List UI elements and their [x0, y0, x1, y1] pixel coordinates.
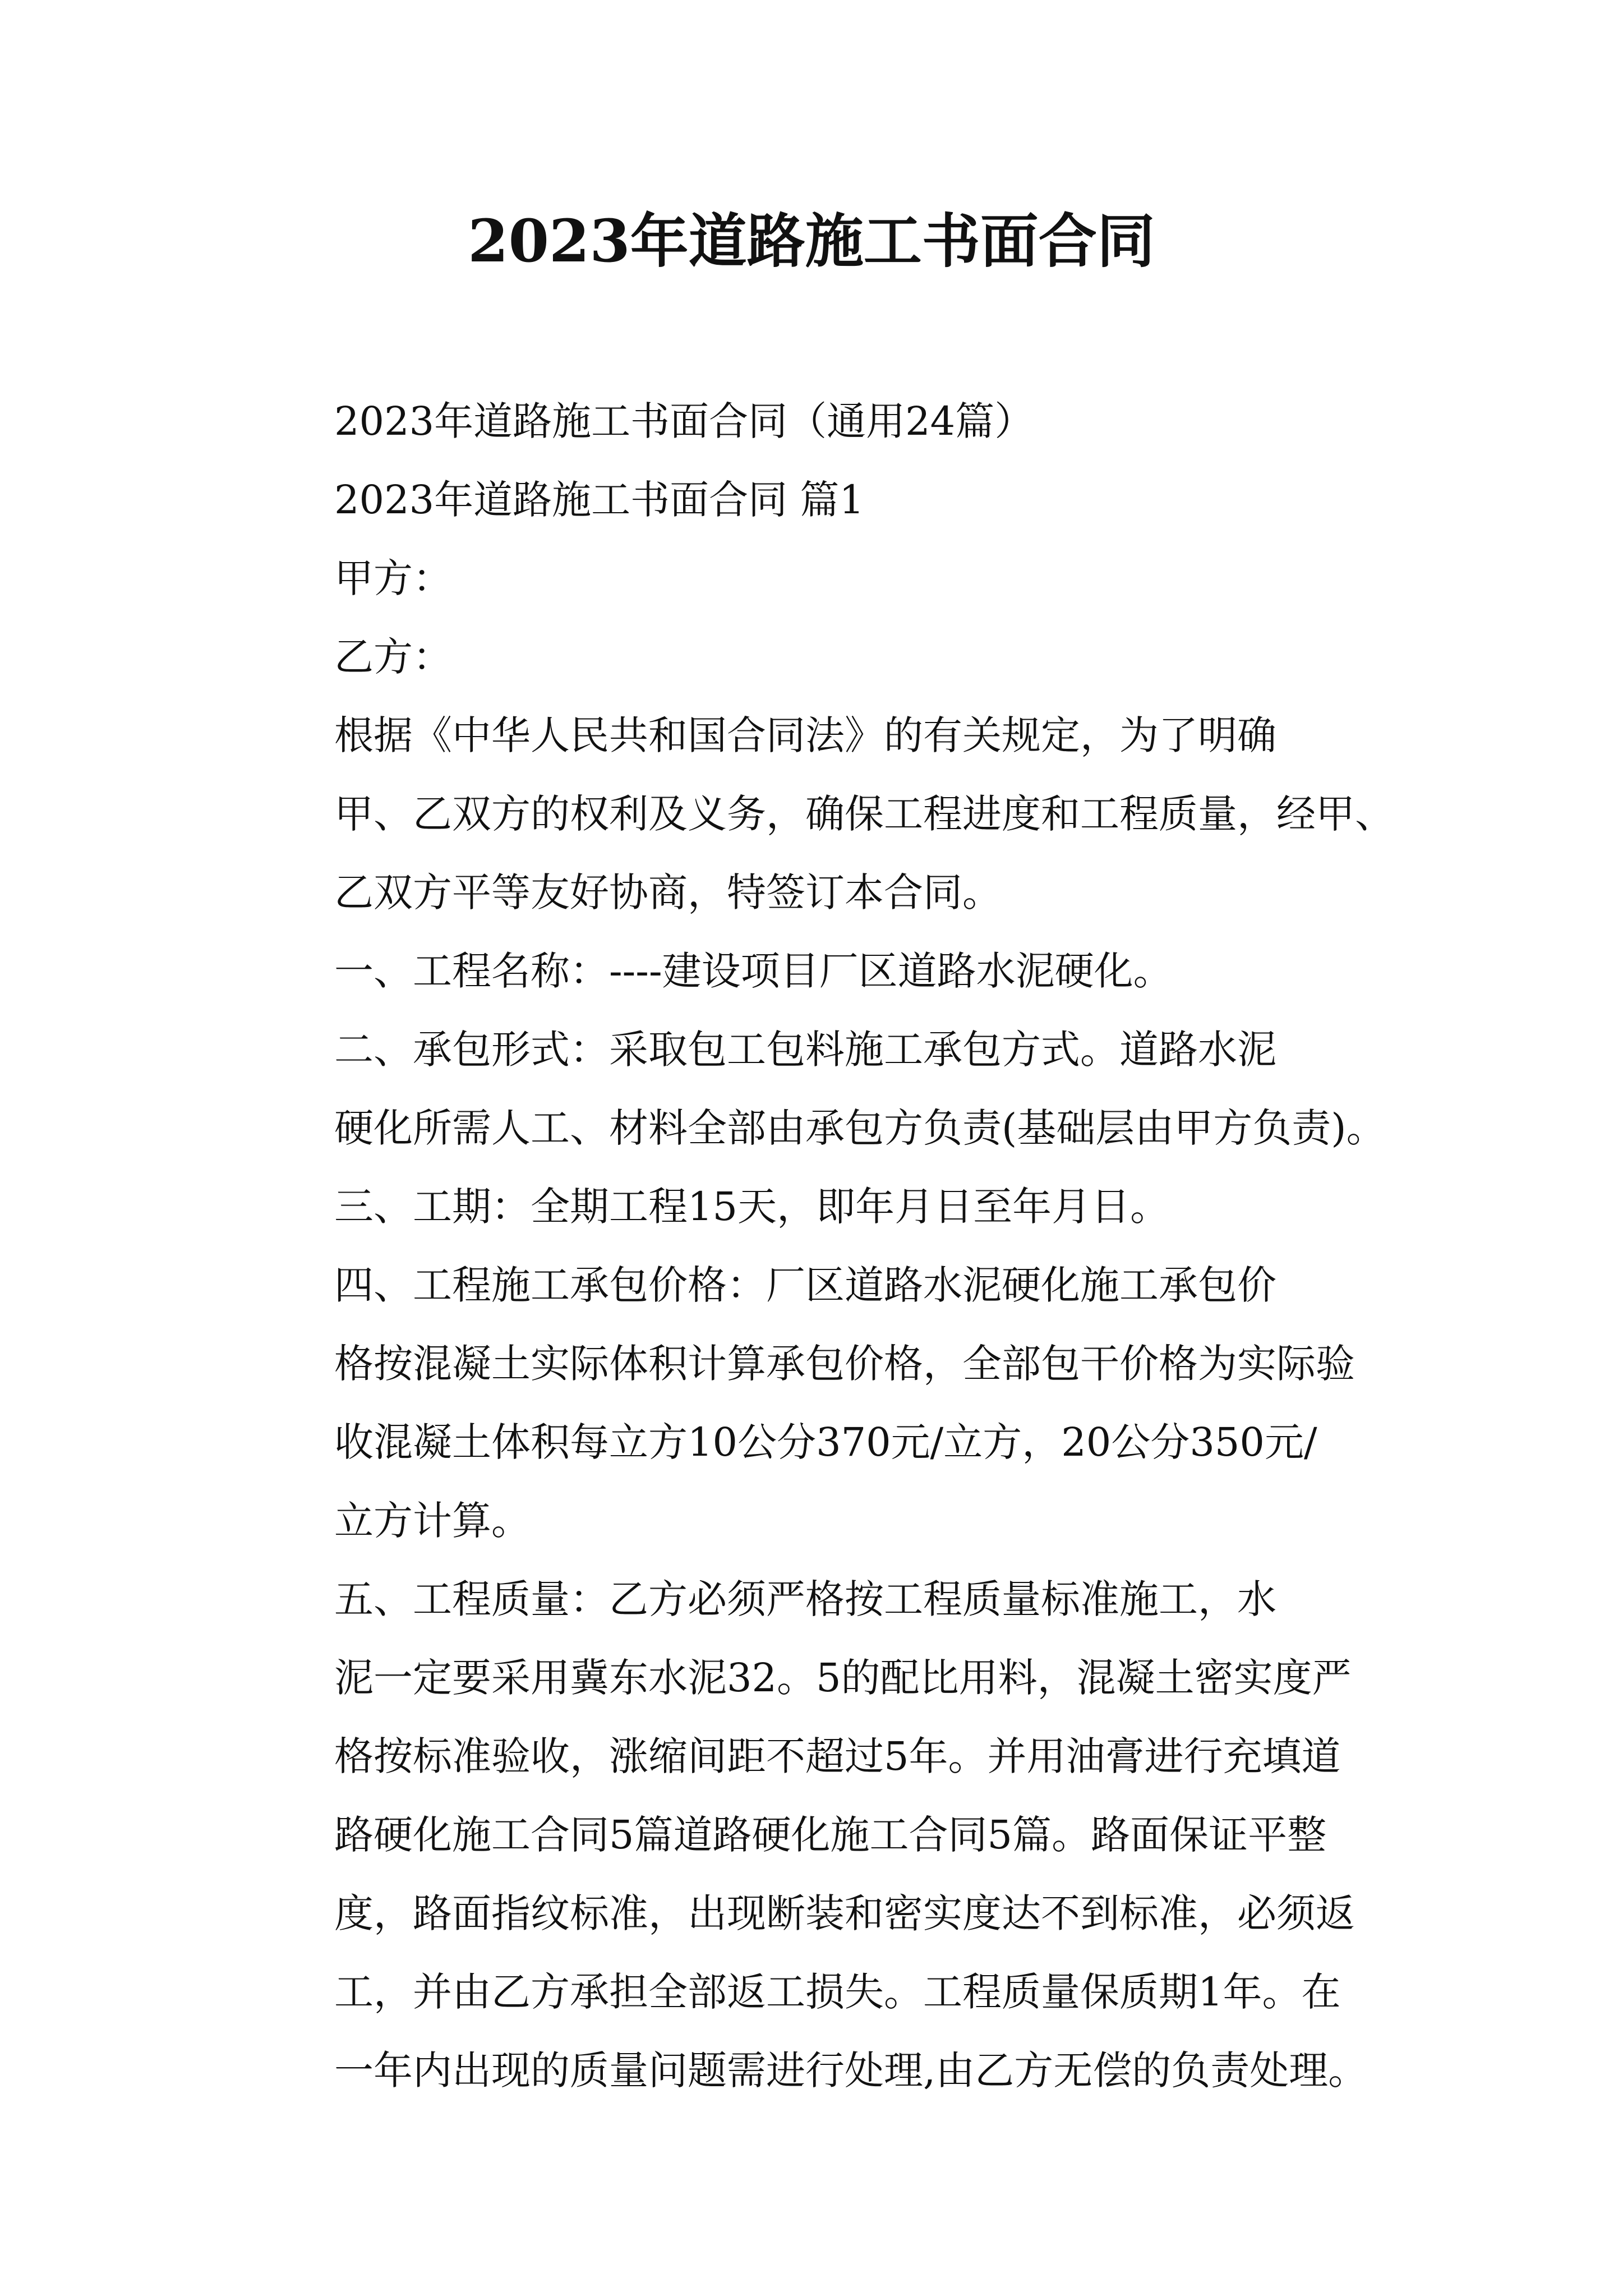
- paragraph-line: 乙方：: [334, 634, 452, 680]
- paragraph-line: 路硬化施工合同5篇道路硬化施工合同5篇。路面保证平整: [334, 1812, 1327, 1858]
- paragraph-line: 四、工程施工承包价格：厂区道路水泥硬化施工承包价: [334, 1262, 1276, 1308]
- paragraph-line: 乙双方平等友好协商，特签订本合同。: [334, 869, 1002, 915]
- paragraph: [251, 1246, 1407, 1560]
- paragraph-line: 甲方：: [334, 555, 452, 601]
- paragraph: [251, 1010, 1407, 1167]
- paragraph: [251, 696, 1407, 932]
- paragraph-line: 根据《中华人民共和国合同法》的有关规定，为了明确: [334, 712, 1276, 758]
- paragraph-line: 立方计算。: [334, 1498, 531, 1544]
- paragraph: [251, 382, 1407, 461]
- paragraph-line: 格按标准验收，涨缩间距不超过5年。并用油膏进行充填道: [334, 1733, 1341, 1779]
- paragraph-line: 泥一定要采用冀东水泥32。5的配比用料，混凝土密实度严: [334, 1655, 1352, 1701]
- paragraph-line: 一年内出现的质量问题需进行处理,由乙方无偿的负责处理。: [334, 2047, 1368, 2093]
- paragraph-line: 2023年道路施工书面合同（通用24篇）: [334, 398, 1034, 444]
- paragraph: [251, 932, 1407, 1010]
- paragraph-line: 工，并由乙方承担全部返工损失。工程质量保质期1年。在: [334, 1969, 1341, 2015]
- paragraph: [251, 461, 1407, 539]
- paragraph: [251, 618, 1407, 696]
- paragraph-line: 格按混凝土实际体积计算承包价格，全部包干价格为实际验: [334, 1341, 1355, 1387]
- paragraph-line: 三、工期：全期工程15天，即年月日至年月日。: [334, 1184, 1170, 1230]
- paragraph-line: 一、工程名称：----建设项目厂区道路水泥硬化。: [334, 948, 1173, 994]
- document-body: [251, 382, 1407, 2110]
- paragraph: [251, 1560, 1407, 2110]
- paragraph-line: 五、工程质量：乙方必须严格按工程质量标准施工，水: [334, 1576, 1276, 1622]
- paragraph-line: 甲、乙双方的权利及义务，确保工程进度和工程质量，经甲、: [334, 791, 1394, 837]
- paragraph: [251, 1167, 1407, 1246]
- paragraph: [251, 539, 1407, 618]
- paragraph-line: 度，路面指纹标准，出现断装和密实度达不到标准，必须返: [334, 1890, 1355, 1936]
- paragraph-line: 收混凝土体积每立方10公分370元/立方，20公分350元/: [334, 1419, 1317, 1465]
- document-title: 2023年道路施工书面合同: [468, 206, 1155, 275]
- paragraph-line: 二、承包形式：采取包工包料施工承包方式。道路水泥: [334, 1027, 1276, 1073]
- paragraph-line: 2023年道路施工书面合同 篇1: [334, 477, 864, 523]
- paragraph-line: 硬化所需人工、材料全部由承包方负责(基础层由甲方负责)。: [334, 1105, 1386, 1151]
